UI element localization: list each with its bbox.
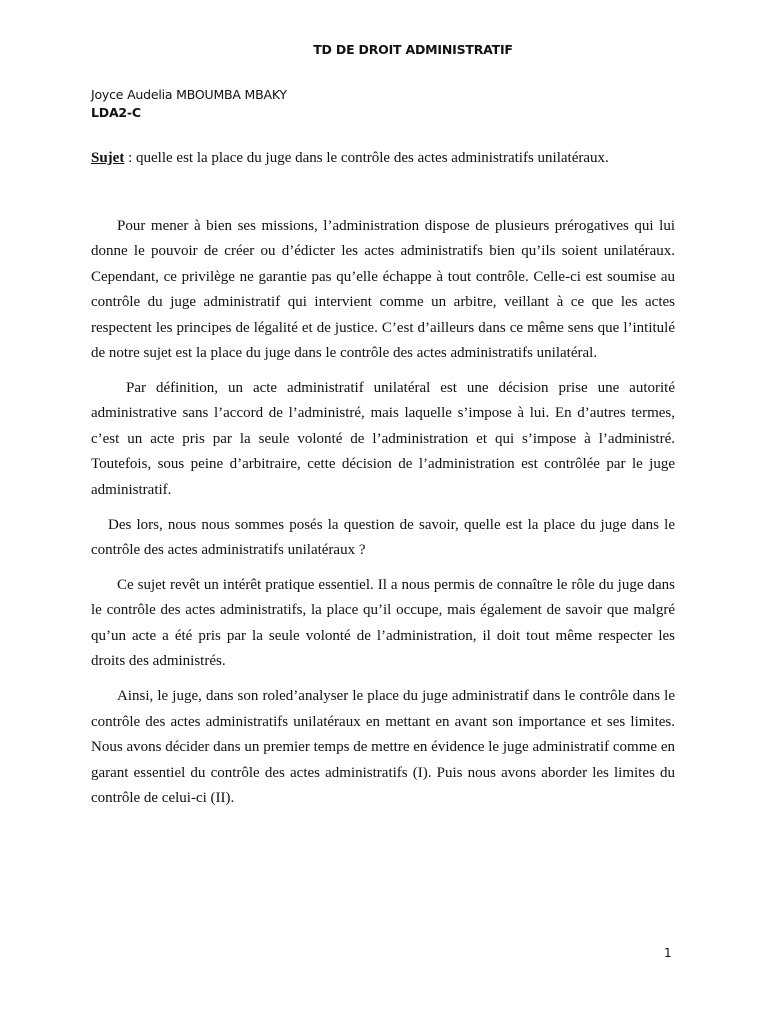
author-name: Joyce Audelia MBOUMBA MBAKY <box>91 87 287 102</box>
paragraph-plan: Ainsi, le juge, dans son roled’analyser le place du juge administratif dans le contrôle dans le contrôle des actes administratifs unilatéraux en mettant en avant son importance et ses limites. Nous avons décider dans un premier temps de mettre en évidence le juge administratif comme en garant essentiel du contrôle des actes administratifs (I). Puis nous avons aborder les limites du contrôle de celui-ci (II). <box>91 688 675 806</box>
page-number: 1 <box>664 946 672 960</box>
body-text <box>91 214 675 821</box>
subject-line <box>91 150 681 167</box>
paragraph-definition: Par définition, un acte administratif unilatéral est une décision prise une autorité administrative sans l’accord de l’administré, mais laquelle s’impose à lui. En d’autres termes, c’est un acte pris par la seule volonté de l’administration et qui s’impose à l’administré. Toutefois, sous peine d’arbitraire, cette décision de l’administration est contrôlée par le juge administratif. <box>91 380 675 498</box>
paragraph-intro: Pour mener à bien ses missions, l’administration dispose de plusieurs prérogatives qui lui donne le pouvoir de créer ou d’édicter les actes administratifs bien qu’ils soient unilatéraux. Cependant, ce privilège ne garantie pas qu’elle échappe à tout contrôle. Celle-ci est soumise au contrôle du juge administratif qui intervient comme un arbitre, veillant à ce que les actes respectent les principes de légalité et de justice. C’est d’ailleurs dans ce même sens que l’intitulé de notre sujet est la place du juge dans le contrôle des actes administratifs unilatéral. <box>91 218 675 362</box>
student-group: LDA2-C <box>91 105 141 120</box>
document-title: TD DE DROIT ADMINISTRATIF <box>313 42 513 57</box>
subject-label: Sujet <box>91 150 125 166</box>
paragraph-question: Des lors, nous nous sommes posés la question de savoir, quelle est la place du juge dans le contrôle des actes administratifs unilatéraux ? <box>91 516 675 559</box>
paragraph-interest: Ce sujet revêt un intérêt pratique essentiel. Il a nous permis de connaître le rôle du juge dans le contrôle des actes administratifs, la place qu’il occupe, mais également de savoir que malgré qu’un acte a été pris par la seule volonté de l’administration, il doit tout même respecter les droits des administrés. <box>91 577 675 670</box>
subject-text: : quelle est la place du juge dans le contrôle des actes administratifs unilatéraux. <box>124 150 609 166</box>
